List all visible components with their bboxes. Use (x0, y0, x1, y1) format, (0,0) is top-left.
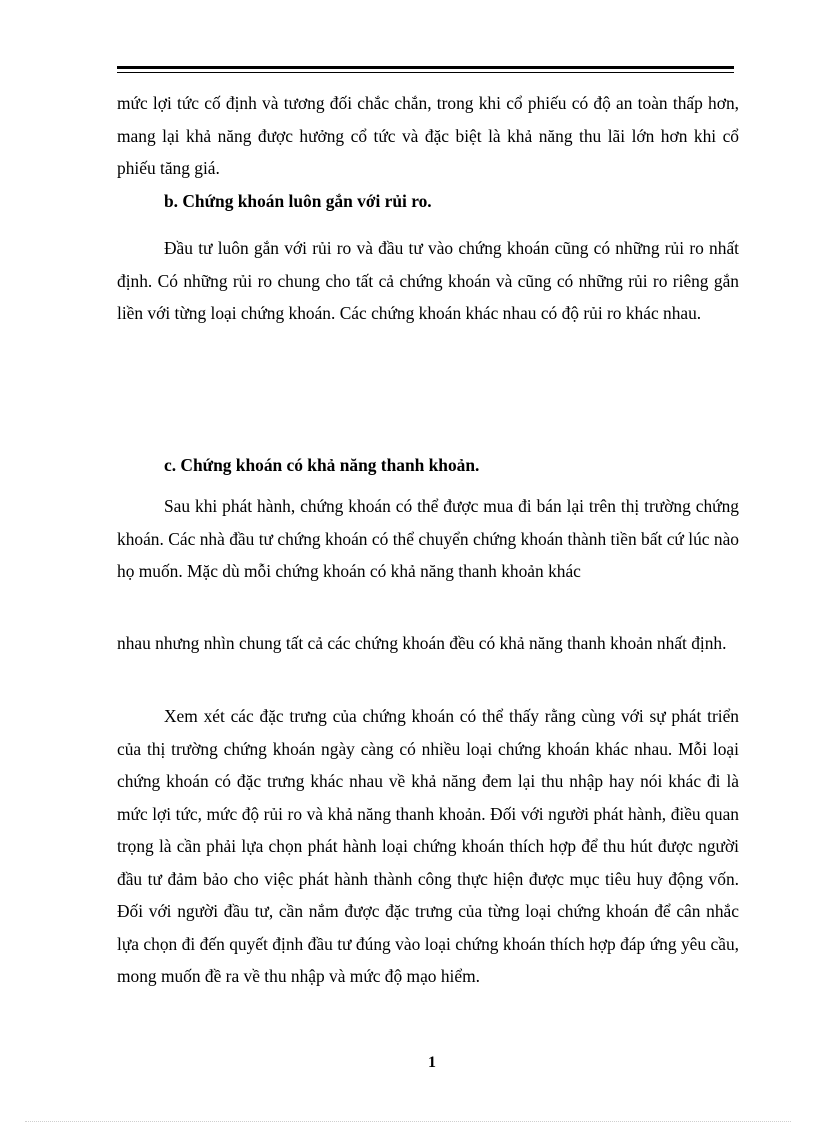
paragraph-liquidity-continued: nhau nhưng nhìn chung tất cả các chứng khoán đều có khả năng thanh khoản nhất định. (117, 633, 727, 653)
heading-risk: b. Chứng khoán luôn gắn với rủi ro. (164, 191, 432, 211)
heading-liquidity: c. Chứng khoán có khả năng thanh khoản. (164, 455, 480, 475)
header-rule-thin (117, 72, 734, 73)
page-bottom-edge (25, 1121, 791, 1122)
paragraph-interest-safety: mức lợi tức cố định và tương đối chắc chắn, trong khi cổ phiếu có độ an toàn thấp hơn, mang lại khả năng được hưởng cổ tức và đặc biệt là khả năng thu lãi lớn hơn khi cổ phiếu tăng giá. (117, 93, 739, 178)
header-rule-thick (117, 66, 734, 69)
paragraph-conclusion: Xem xét các đặc trưng của chứng khoán có thể thấy rằng cùng với sự phát triển của thị trường chứng khoán ngày càng có nhiều loại chứng khoán khác nhau. Mỗi loại chứng khoán có đặc trưng khác nhau về khả năng đem lại thu nhập hay nói khác đi là mức lợi tức, mức độ rủi ro và khả năng thanh khoản. Đối với người phát hành, điều quan trọng là cần phải lựa chọn phát hành loại chứng khoán thích hợp để thu hút được người đầu tư đảm bảo cho việc phát hành thành công thực hiện được mục tiêu huy động vốn. Đối với người đầu tư, cần nắm được đặc trưng của từng loại chứng khoán để cân nhắc lựa chọn đi đến quyết định đầu tư đúng vào loại chứng khoán thích hợp đáp ứng yêu cầu, mong muốn đề ra về thu nhập và mức độ mạo hiểm. (117, 706, 739, 986)
page-number: 1 (428, 1054, 436, 1071)
paragraph-risk: Đầu tư luôn gắn với rủi ro và đầu tư vào chứng khoán cũng có những rủi ro nhất định. Có những rủi ro chung cho tất cả chứng khoán và cũng có những rủi ro riêng gắn liền với từng loại chứng khoán. Các chứng khoán khác nhau có độ rủi ro khác nhau. (117, 238, 739, 323)
paragraph-liquidity: Sau khi phát hành, chứng khoán có thể được mua đi bán lại trên thị trường chứng khoán. Các nhà đầu tư chứng khoán có thể chuyển chứng khoán thành tiền bất cứ lúc nào họ muốn. Mặc dù mỗi chứng khoán có khả năng thanh khoản khác (117, 496, 739, 581)
